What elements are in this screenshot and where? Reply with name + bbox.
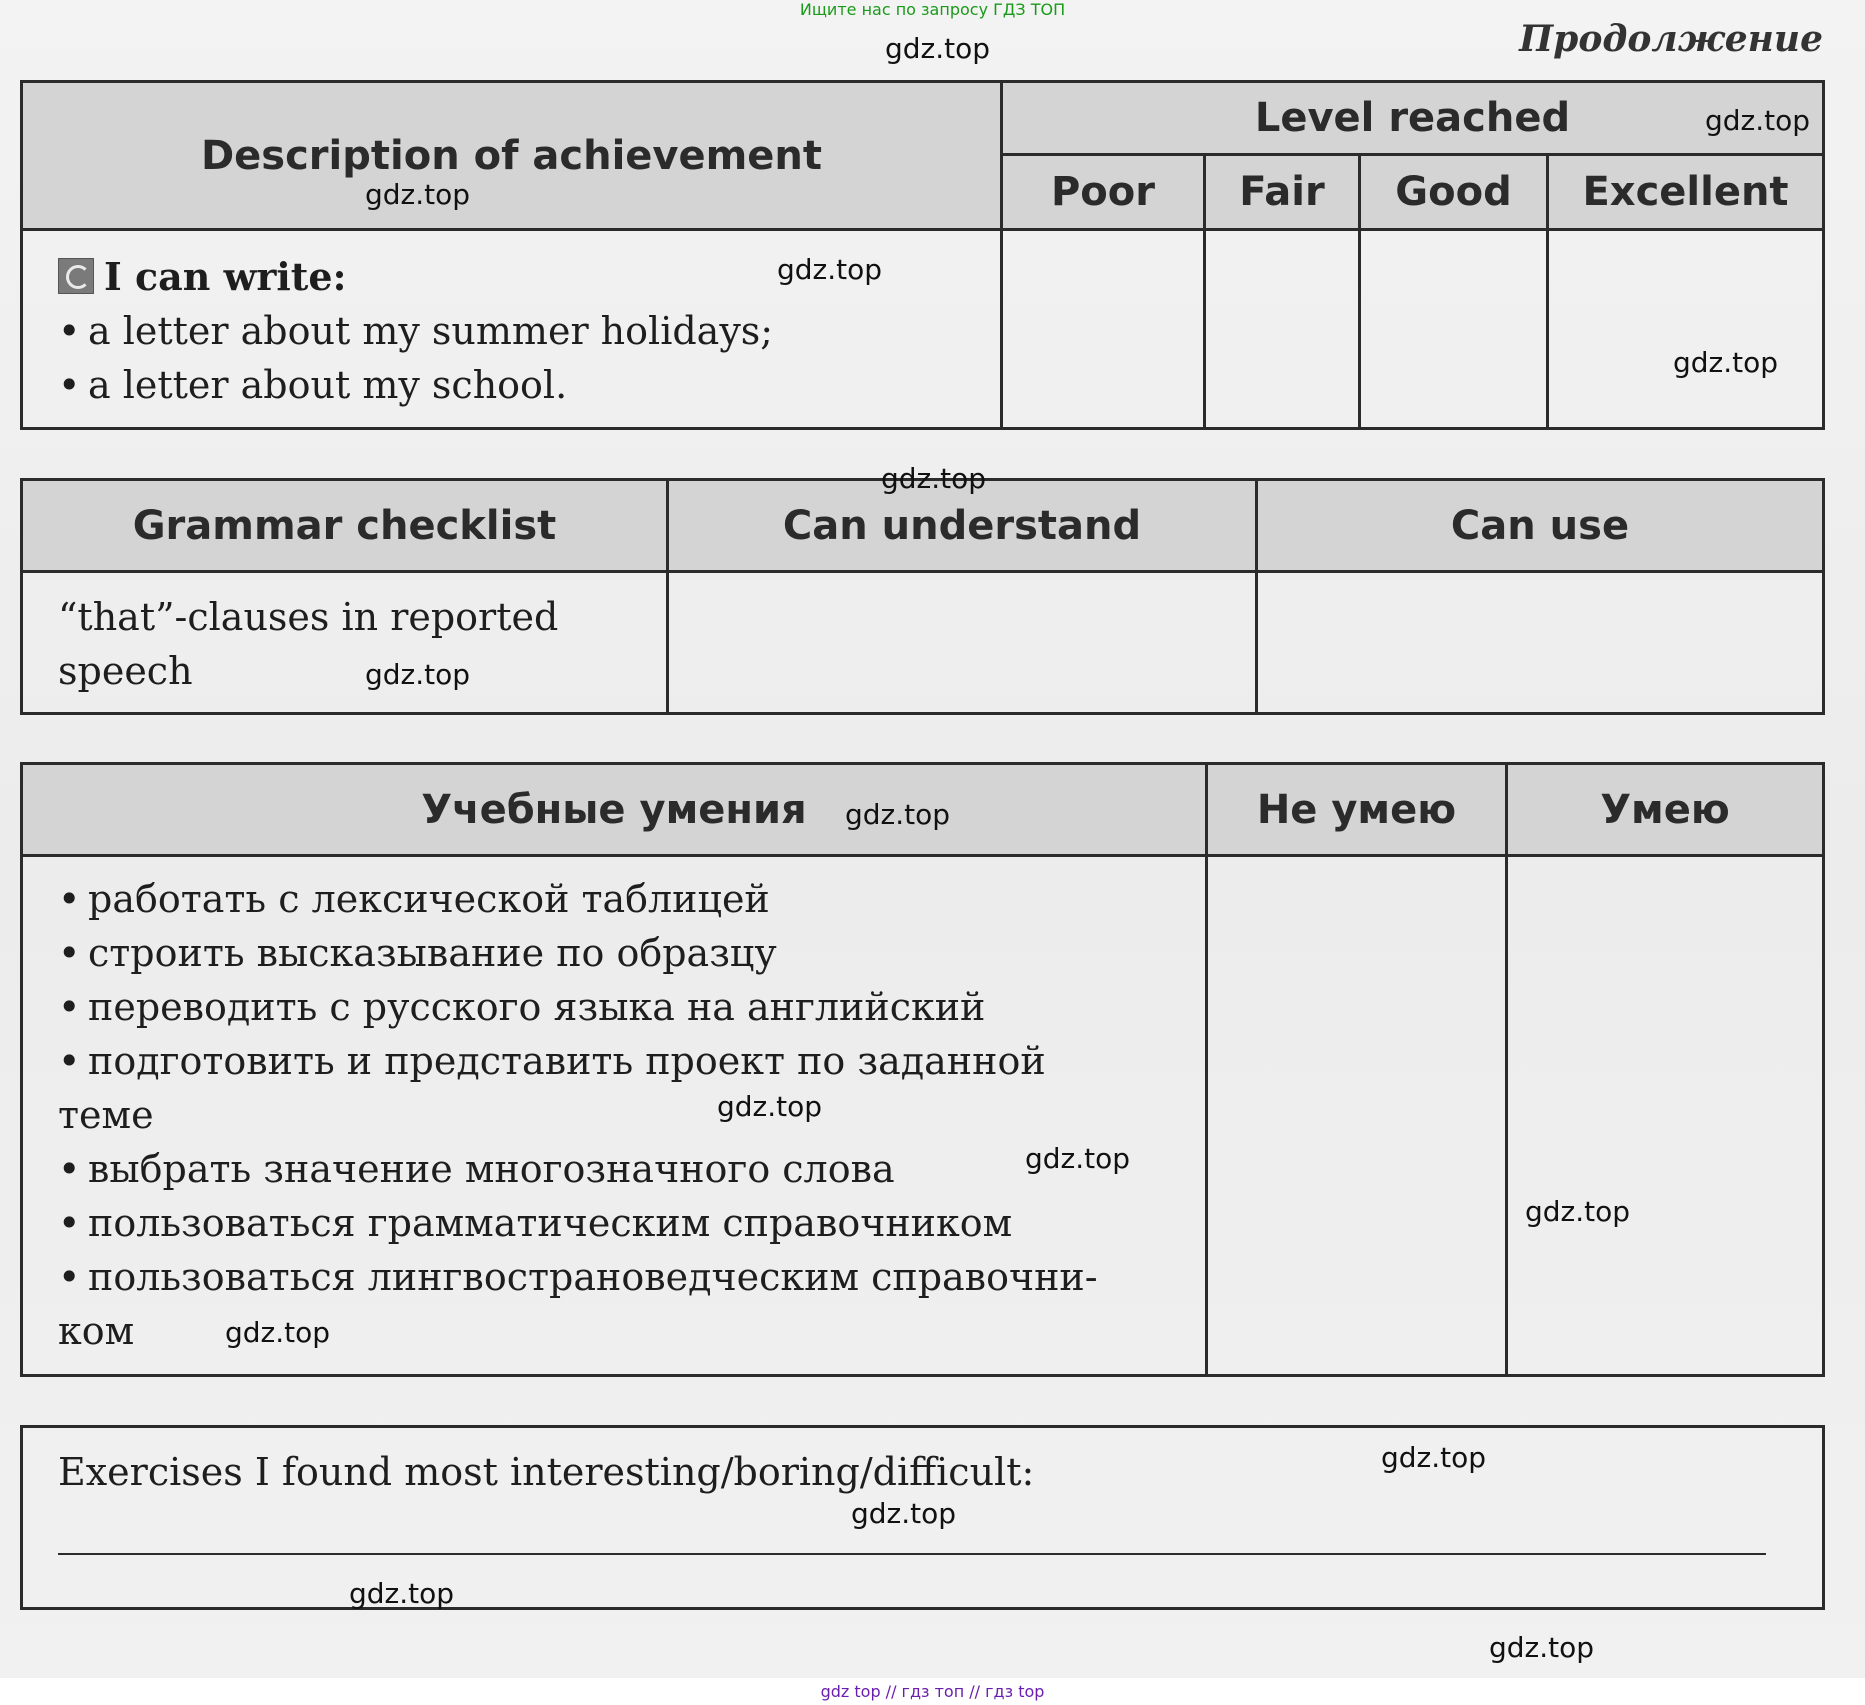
watermark: gdz.top [777,253,883,286]
header-level-reached: Level reached [1003,83,1822,153]
level-fair: Fair [1206,156,1358,228]
write-icon [58,258,94,294]
skill-line-8: • пользоваться лингвострановедческим справочни- [58,1250,1098,1304]
watermark: gdz.top [1525,1195,1631,1228]
skill-line-1: • работать с лексической таблицей [58,872,770,926]
watermark: gdz.top [1673,346,1779,379]
exercises-label: Exercises I found most interesting/boring/difficult: [58,1450,1035,1494]
watermark: gdz.top [225,1316,331,1349]
watermark: gdz.top [365,178,471,211]
watermark: gdz.top [851,1497,957,1530]
grammar-header-understand: Can understand [669,481,1255,570]
grammar-row-line-2: speech [58,649,193,693]
grammar-header-checklist: Grammar checklist [23,481,666,570]
skill-line-5: теме [58,1093,154,1137]
skill-line-9: ком [58,1309,135,1353]
watermark: gdz.top [717,1090,823,1123]
skills-header-cannot: Не умею [1208,765,1505,854]
skills-header-skills: Учебные умения [23,765,1205,854]
skill-line-7: • пользоваться грамматическим справочником [58,1196,1012,1250]
skill-line-2: • строить высказывание по образцу [58,926,777,980]
grammar-header-use: Can use [1258,481,1822,570]
level-excellent: Excellent [1549,156,1822,228]
level-good: Good [1361,156,1546,228]
grammar-row-line-1: “that”-clauses in reported [58,595,559,639]
achievement-item-2: • a letter about my school. [58,358,567,412]
watermark: gdz.top [885,32,991,65]
watermark: gdz.top [1381,1441,1487,1474]
top-banner[interactable]: Ищите нас по запросу ГДЗ ТОП [799,0,1066,19]
bottom-banner[interactable]: gdz top // гдз топ // гдз top [0,1678,1865,1705]
watermark: gdz.top [845,798,951,831]
can-write-title: I can write: [58,250,347,304]
watermark: gdz.top [1025,1142,1131,1175]
watermark: gdz.top [1489,1631,1595,1664]
watermark: gdz.top [349,1577,455,1610]
skill-line-3: • переводить с русского языка на английский [58,980,985,1034]
level-poor: Poor [1003,156,1203,228]
skill-line-4: • подготовить и представить проект по заданной [58,1034,1046,1088]
exercises-answer-line [58,1553,1766,1555]
skills-header-can: Умею [1508,765,1822,854]
continuation-label: Продолжение [1519,18,1823,60]
achievement-item-1: • a letter about my summer holidays; [58,304,773,358]
skill-line-6: • выбрать значение многозначного слова [58,1142,895,1196]
watermark: gdz.top [1705,104,1811,137]
header-description: Description of achievement [23,83,1000,228]
watermark: gdz.top [365,658,471,691]
watermark: gdz.top [881,462,987,495]
